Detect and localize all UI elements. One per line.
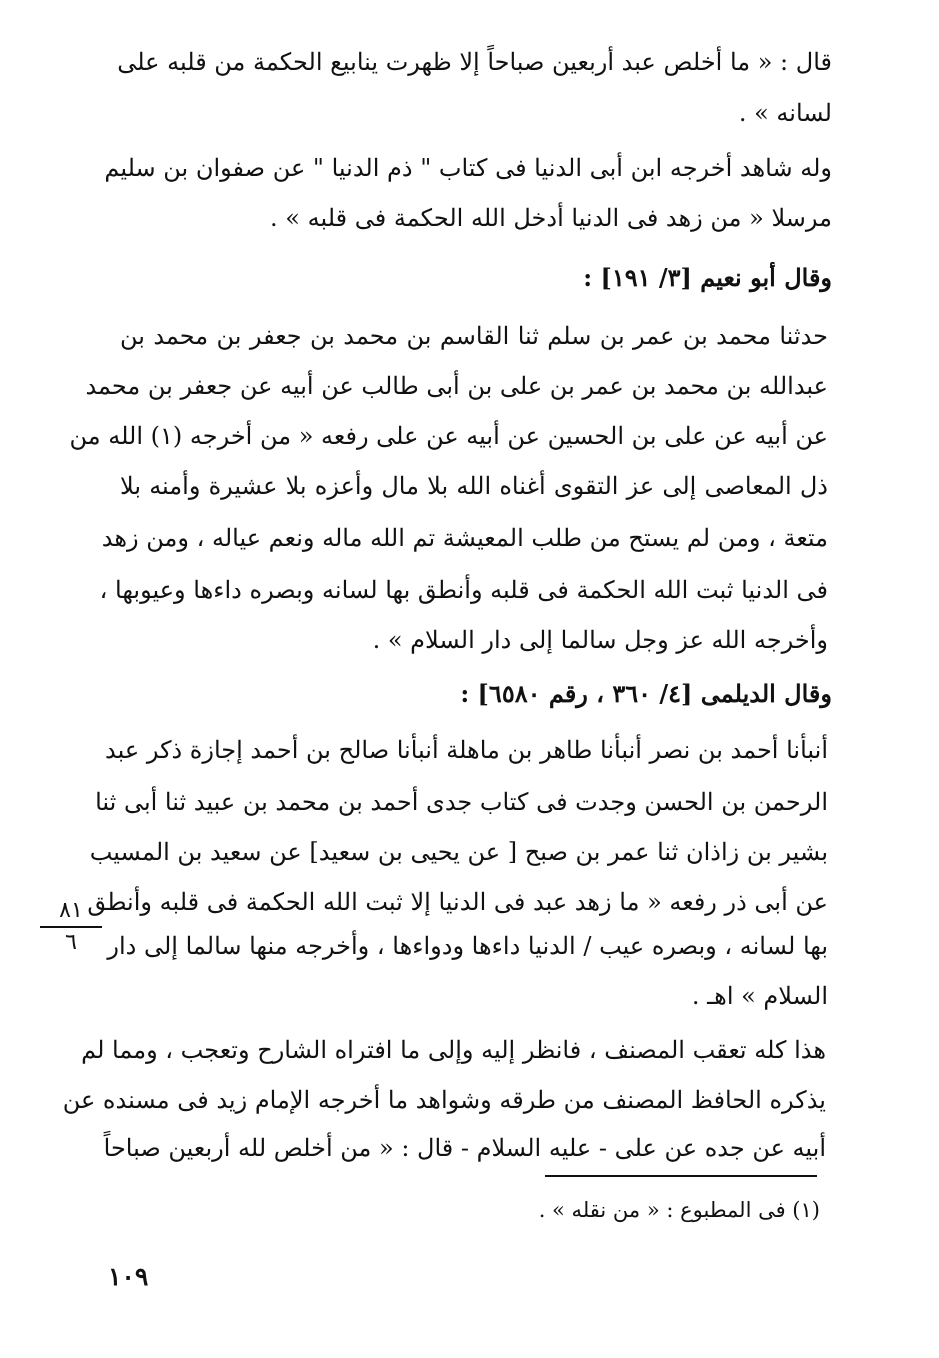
margin-divider (40, 926, 102, 928)
margin-numerator: ٨١ (59, 898, 83, 923)
text-line: الرحمن بن الحسن وجدت فى كتاب جدى أحمد بن محمد بن عبيد ثنا أبى ثنا (95, 788, 828, 816)
text-line: بشير بن زاذان ثنا عمر بن صبح [ عن يحيى بن سعيد] عن سعيد بن المسيب (89, 838, 828, 866)
text-line: وأخرجه الله عز وجل سالما إلى دار السلام » . (372, 626, 828, 654)
footnote: (١) فى المطبوع : « من نقله » . (538, 1198, 820, 1222)
text-line: ذل المعاصى إلى عز التقوى أغناه الله بلا مال وأعزه بلا عشيرة وأمنه بلا (120, 472, 828, 500)
text-line: عبدالله بن محمد بن عمر بن على بن أبى طالب عن أبيه عن جعفر بن محمد (85, 372, 828, 400)
text-line: مرسلا « من زهد فى الدنيا أدخل الله الحكمة فى قلبه » . (270, 204, 832, 232)
text-line: عن أبى ذر رفعه « ما زهد عبد فى الدنيا إلا ثبت الله الحكمة فى قلبه وأنطق (87, 888, 828, 916)
text-line: قال : « ما أخلص عبد أربعين صباحاً إلا ظهرت ينابيع الحكمة من قلبه على (117, 48, 832, 76)
text-line: السلام » اهـ . (691, 982, 828, 1010)
text-line: أنبأنا أحمد بن نصر أنبأنا طاهر بن ماهلة أنبأنا صالح بن أحمد إجازة ذكر عبد (105, 736, 828, 764)
text-line: لسانه » . (738, 99, 832, 127)
text-line: متعة ، ومن لم يستح من طلب المعيشة تم الله ماله ونعم عياله ، ومن زهد (101, 524, 828, 552)
margin-folio-note (40, 898, 102, 956)
text-line: هذا كله تعقب المصنف ، فانظر إليه وإلى ما افتراه الشارح وتعجب ، ومما لم (81, 1036, 826, 1064)
text-line: فى الدنيا ثبت الله الحكمة فى قلبه وأنطق بها لسانه وبصره داءها وعيوبها ، (99, 576, 828, 604)
section-heading: وقال الديلمى [٤/ ٣٦٠ ، رقم ٦٥٨٠] : (460, 679, 832, 708)
footnote-separator (545, 1175, 817, 1177)
margin-denominator: ٦ (65, 930, 77, 955)
text-line: عن أبيه عن على بن الحسين عن أبيه عن على رفعه « من أخرجه (١) الله من (69, 422, 828, 450)
text-line: وله شاهد أخرجه ابن أبى الدنيا فى كتاب " ذم الدنيا " عن صفوان بن سليم (104, 154, 832, 182)
text-line: أبيه عن جده عن على - عليه السلام - قال : « من أخلص لله أربعين صباحاً (103, 1134, 826, 1162)
text-line: حدثنا محمد بن عمر بن سلم ثنا القاسم بن محمد بن جعفر بن محمد بن (120, 322, 828, 350)
text-line: بها لسانه ، وبصره عيب / الدنيا داءها ودواءها ، وأخرجه منها سالما إلى دار (107, 932, 828, 960)
section-heading: وقال أبو نعيم [٣/ ١٩١] : (583, 263, 832, 292)
text-line: يذكره الحافظ المصنف من طرقه وشواهد ما أخرجه الإمام زيد فى مسنده عن (62, 1086, 826, 1114)
page-number: ١٠٩ (108, 1262, 149, 1291)
